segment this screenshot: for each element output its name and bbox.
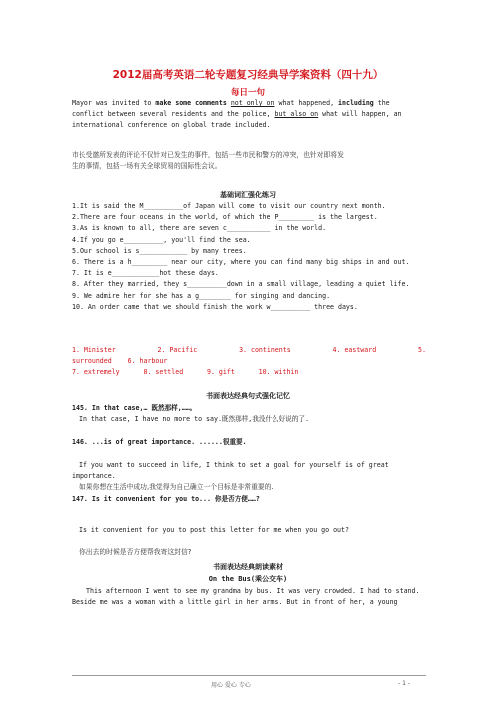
document-title: 2012届高考英语二轮专题复习经典导学案资料（四十九） [112,69,384,81]
daily-sentence-english [72,98,426,132]
expression-146-en-2: importance. [72,472,116,481]
vocab-item: 10. An order came that we should finish the work w__________ three days. [72,302,358,311]
expressions-heading: 书面表达经典句式强化记忆 [206,392,290,400]
vocab-answers [72,345,426,379]
expression-145-example: In that case, I have no more to say.既然那样,我没什么好说的了. [79,415,309,424]
expression-145 [72,403,426,425]
answers-line-3: 7. extremely 8. settled 9. gift 10. within [72,368,299,377]
daily-sentence-chinese [72,150,426,172]
vocab-item: 2.There are four oceans in the world, of which the P_________ is the largest. [72,213,378,222]
daily-cn-line-1: 市长受邀所发表的评论不仅针对已发生的事件，包括一些市民和警方的冲突，也针对即将发 [72,151,344,159]
answers-line-1: 1. Minister 2. Pacific 3. continents 4. eastward 5. [72,346,426,354]
expression-147-body [72,525,426,536]
expression-146-en-1: If you want to succeed in life, I think to set a goal for yourself is of great [79,461,389,469]
daily-cn-line-2: 生的事情，包括一场有关全球贸易的国际性会议。 [72,162,222,171]
expression-146-title: 146. ...is of great importance. ......很重要. [72,438,247,446]
daily-en-line-3: international conference on global trade included. [72,121,271,130]
answers-line-2: surrounded 6. harbour [72,357,168,366]
vocab-item: 1.It is said the M__________of Japan will come to visit our country next month. [72,202,386,210]
reading-passage [72,586,426,608]
expression-146-cn: 如果你想在生活中成功,我觉得为自己确立一个目标是非常重要的. [79,483,274,492]
daily-en-line-1: Mayor was invited to make some comments not only on what happened, including the [72,99,390,107]
vocab-item: 7. It is e____________hot these days. [72,269,219,278]
expression-147-en: Is it convenient for you to post this letter for me when you go out? [79,526,349,534]
page-number: - 1 - [398,680,410,687]
daily-sentence-heading: 每日一句 [230,88,265,98]
reading-line-2: Beside me was a woman with a little girl in her arms. But in front of her, a young [72,598,398,607]
expression-145-title: 145. In that case,… 既然那样,……。 [72,404,197,412]
vocab-item: 6. There is a h_________ near our city, where you can find many big ships in and out. [72,258,410,267]
footer-divider [72,675,426,676]
daily-en-line-2: conflict between several residents and the police, but also on what will happen, an [72,110,402,119]
vocab-heading: 基础词汇强化练习 [220,191,276,199]
vocab-list [72,201,426,313]
footer-slogan: 用心 爱心 专心 [211,682,251,689]
vocab-item: 5.Our school is s____________ by many trees. [72,246,247,255]
expression-147-cn-block [72,547,426,558]
reading-line-1: This afternoon I went to see my grandma by bus. It was very crowded. I had to stand. [86,587,420,595]
expression-146-body [72,460,426,505]
expression-147-title: 147. Is it convenient for you to... 你是否方便……? [72,494,260,503]
reading-subtitle: On the Bus(乘公交车) [208,575,288,583]
expression-146 [72,437,426,448]
reading-heading: 书面表达经典朗读素材 [213,563,283,571]
vocab-item: 3.As is known to all, there are seven c___________ in the world. [72,224,327,233]
vocab-item: 8. After they married, they s__________down in a small village, leading a quiet life. [72,280,410,289]
vocab-item: 9. We admire her for she has a g________ for singing and dancing. [72,291,331,300]
expression-147-cn: 你出去的时候是否方便帮我寄这封信? [79,548,192,556]
vocab-item: 4.If you go e__________, you'll find the sea. [72,235,251,244]
